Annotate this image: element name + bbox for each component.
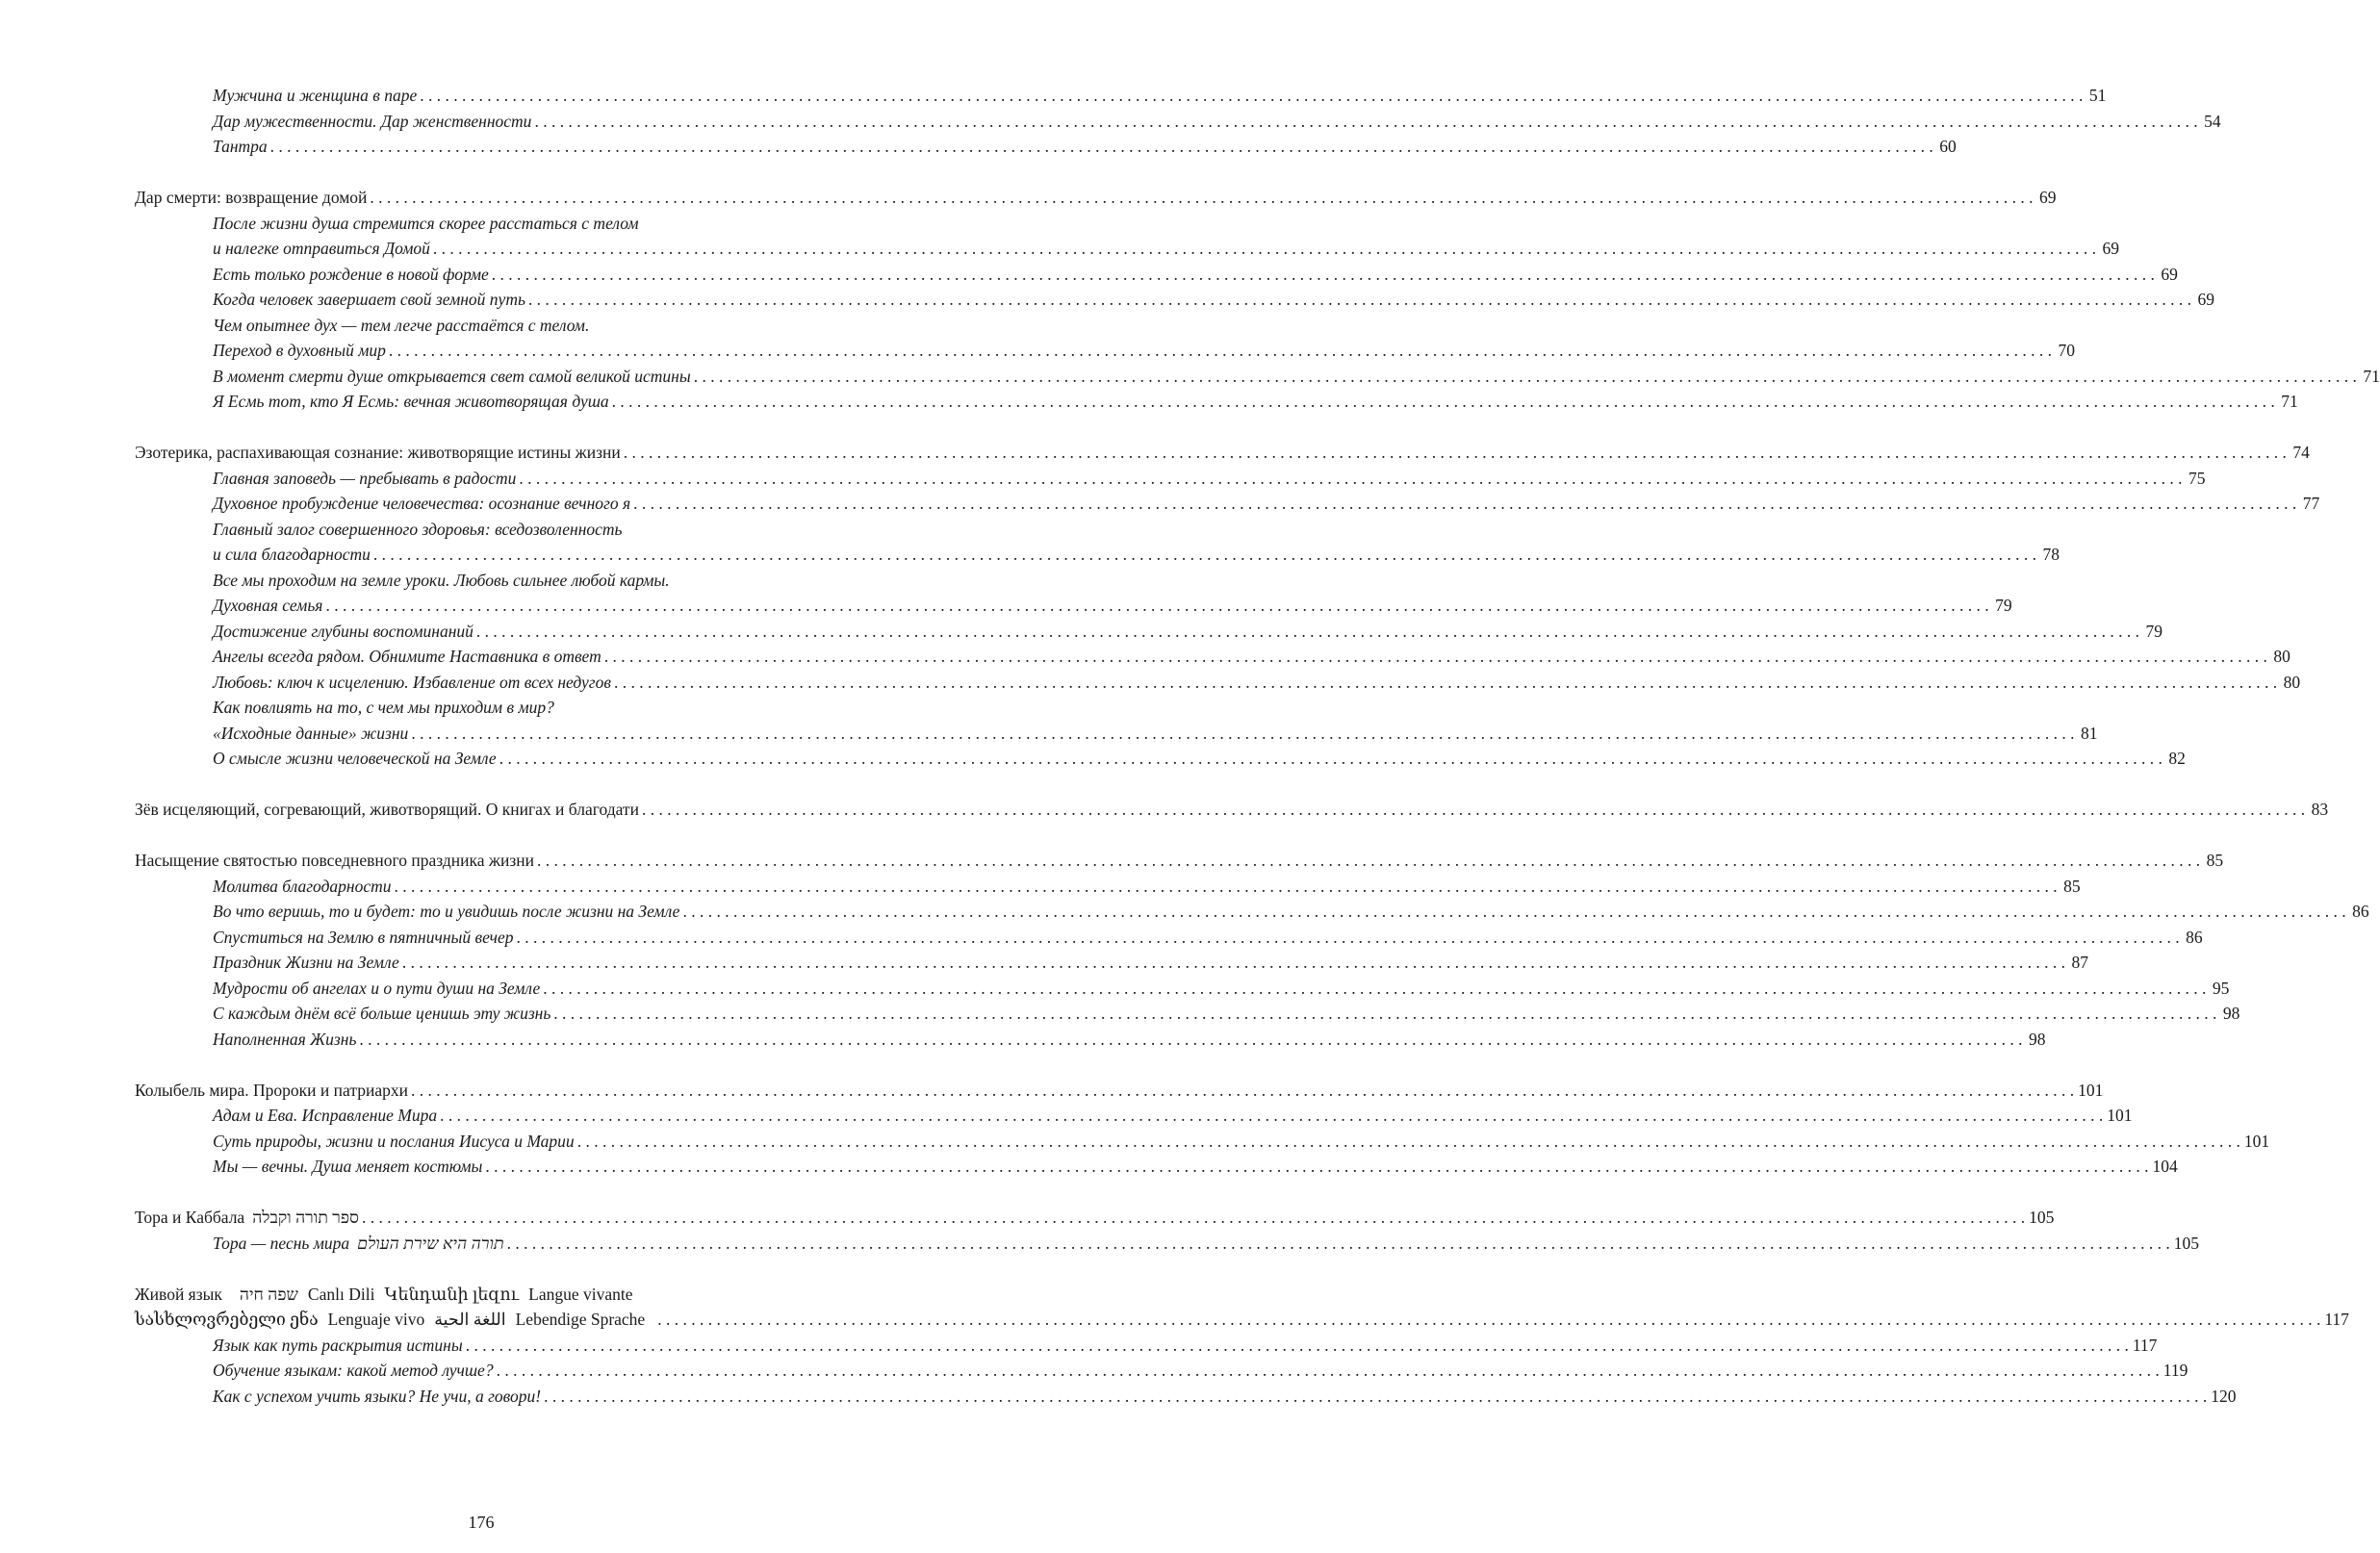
leader-dots: [411, 1078, 2074, 1104]
toc-entry[interactable]: и налегке отправиться Домой . . . 69: [213, 236, 839, 262]
toc-entry[interactable]: Обучение языкам: какой метод лучше? . . . 119: [213, 1358, 839, 1384]
leader-dots: [370, 185, 2033, 211]
leader-dots: [440, 1103, 2103, 1129]
table-of-contents: [0, 83, 2380, 1409]
leader-dots: [395, 874, 2058, 900]
toc-chapter-heading[interactable]: Тора и Каббала ספר תורה וקבלה . . . 105: [135, 1205, 839, 1231]
leader-dots: [362, 1205, 2025, 1231]
hebrew-title: תורה היא שירת העולם: [357, 1233, 504, 1253]
toc-entry[interactable]: Язык как путь раскрытия истины . . . 117: [213, 1333, 839, 1359]
toc-entry[interactable]: «Исходные данные» жизни . . . 81: [213, 721, 839, 747]
leader-dots: [657, 1307, 2320, 1333]
leader-dots: [642, 797, 2305, 823]
toc-entry[interactable]: Тантра . . . 60: [213, 134, 839, 160]
leader-dots: [389, 338, 2052, 364]
leader-dots: [492, 262, 2155, 288]
toc-entry[interactable]: Чем опытнее дух — тем легче расстаётся с телом.: [213, 315, 590, 335]
hebrew-title: ספר תורה וקבלה: [252, 1208, 360, 1227]
toc-entry[interactable]: Спуститься на Землю в пятничный вечер . . . 86: [213, 925, 839, 951]
leader-dots: [624, 440, 2287, 466]
leader-dots: [604, 644, 2267, 670]
toc-chapter-heading-multilang[interactable]: სასხლოვრებელი ენა Lenguaje vivo اللغة الحية Lebendige Sprache . . . 117: [135, 1307, 839, 1333]
toc-entry[interactable]: Ангелы всегда рядом. Обнимите Наставника в ответ . . . 80: [213, 644, 839, 670]
leader-dots: [373, 542, 2036, 568]
toc-entry[interactable]: Главный залог совершенного здоровья: вседозволенность: [213, 519, 623, 539]
toc-chapter-heading-multilang[interactable]: Живой язык שפה חיה Canlı Dili Կենդանի լեզու Langue vivante: [135, 1284, 633, 1304]
leader-dots: [499, 746, 2162, 772]
leader-dots: [402, 950, 2065, 976]
page-number: 176: [468, 1513, 495, 1532]
leader-dots: [359, 1027, 2022, 1053]
toc-entry[interactable]: Мы — вечны. Душа меняет костюмы . . . 104: [213, 1154, 839, 1180]
leader-dots: [497, 1358, 2160, 1384]
leader-dots: [614, 670, 2277, 696]
toc-entry[interactable]: Как с успехом учить языки? Не учи, а говори! . . . 120: [213, 1384, 839, 1410]
leader-dots: [476, 619, 2139, 645]
leader-dots: [553, 1001, 2216, 1027]
leader-dots: [543, 976, 2206, 1002]
leader-dots: [544, 1384, 2207, 1410]
toc-entry[interactable]: Тора — песнь мира תורה היא שירת העולם . . . 105: [213, 1231, 839, 1257]
leader-dots: [433, 236, 2096, 262]
toc-entry[interactable]: Во что веришь, то и будет: то и увидишь после жизни на Земле . . . 86: [213, 899, 839, 925]
toc-entry[interactable]: С каждым днём всё больше ценишь эту жизнь . . . 98: [213, 1001, 839, 1027]
leader-dots: [420, 83, 2083, 109]
leader-dots: [519, 466, 2182, 492]
toc-entry[interactable]: Наполненная Жизнь . . . 98: [213, 1027, 839, 1053]
toc-entry[interactable]: Молитва благодарности . . . 85: [213, 874, 839, 900]
leader-dots: [270, 134, 1933, 160]
leader-dots: [485, 1154, 2148, 1180]
leader-dots: [577, 1129, 2240, 1155]
toc-entry[interactable]: После жизни душа стремится скорее расстаться с телом: [213, 213, 639, 233]
toc-entry[interactable]: Достижение глубины воспоминаний . . . 79: [213, 619, 839, 645]
leader-dots: [516, 925, 2179, 951]
toc-entry[interactable]: Суть природы, жизни и послания Иисуса и Марии . . . 101: [213, 1129, 839, 1155]
toc-entry[interactable]: Мудрости об ангелах и о пути души на Земле . . . 95: [213, 976, 839, 1002]
toc-entry[interactable]: Я Есмь тот, кто Я Есмь: вечная животворящая душа . . . 71: [213, 389, 839, 415]
toc-chapter-heading[interactable]: Зёв исцеляющий, согревающий, животворящий. О книгах и благодати . . . 83: [135, 797, 839, 823]
toc-chapter-heading[interactable]: Эзотерика, распахивающая сознание: животворящие истины жизни . . . 74: [135, 440, 839, 466]
toc-entry[interactable]: Духовное пробуждение человечества: осознание вечного я . . . 77: [213, 491, 839, 517]
toc-entry[interactable]: Адам и Ева. Исправление Мира . . . 101: [213, 1103, 839, 1129]
toc-chapter-heading[interactable]: Колыбель мира. Пророки и патриархи . . . 101: [135, 1078, 839, 1104]
toc-entry[interactable]: Все мы проходим на земле уроки. Любовь сильнее любой кармы.: [213, 570, 670, 590]
toc-chapter-heading[interactable]: Дар смерти: возвращение домой . . . 69: [135, 185, 839, 211]
toc-entry[interactable]: Дар мужественности. Дар женственности . . . 54: [213, 109, 839, 135]
toc-entry[interactable]: В момент смерти душе открывается свет самой великой истины . . . 71: [213, 364, 839, 390]
leader-dots: [411, 721, 2074, 747]
toc-entry[interactable]: Главная заповедь — пребывать в радости . . . 75: [213, 466, 839, 492]
toc-entry[interactable]: и сила благодарности . . . 78: [213, 542, 839, 568]
leader-dots: [325, 593, 1988, 619]
leader-dots: [694, 364, 2357, 390]
toc-entry[interactable]: О смысле жизни человеческой на Земле . . . 82: [213, 746, 839, 772]
leader-dots: [612, 389, 2275, 415]
leader-dots: [682, 899, 2345, 925]
toc-entry[interactable]: Как повлиять на то, с чем мы приходим в мир?: [213, 698, 554, 717]
leader-dots: [537, 848, 2200, 874]
toc-entry[interactable]: Духовная семья . . . 79: [213, 593, 839, 619]
toc-entry[interactable]: Праздник Жизни на Земле . . . 87: [213, 950, 839, 976]
toc-entry[interactable]: Есть только рождение в новой форме . . . 69: [213, 262, 839, 288]
toc-entry[interactable]: Мужчина и женщина в паре . . . 51: [213, 83, 839, 109]
leader-dots: [507, 1231, 2170, 1257]
leader-dots: [633, 491, 2296, 517]
toc-chapter-heading[interactable]: Насыщение святостью повседневного праздника жизни . . . 85: [135, 848, 839, 874]
leader-dots: [466, 1333, 2129, 1359]
toc-entry[interactable]: Переход в духовный мир . . . 70: [213, 338, 839, 364]
toc-entry[interactable]: Любовь: ключ к исцелению. Избавление от всех недугов . . . 80: [213, 670, 839, 696]
leader-dots: [534, 109, 2197, 135]
leader-dots: [528, 287, 2191, 313]
toc-entry[interactable]: Когда человек завершает свой земной путь . . . 69: [213, 287, 839, 313]
